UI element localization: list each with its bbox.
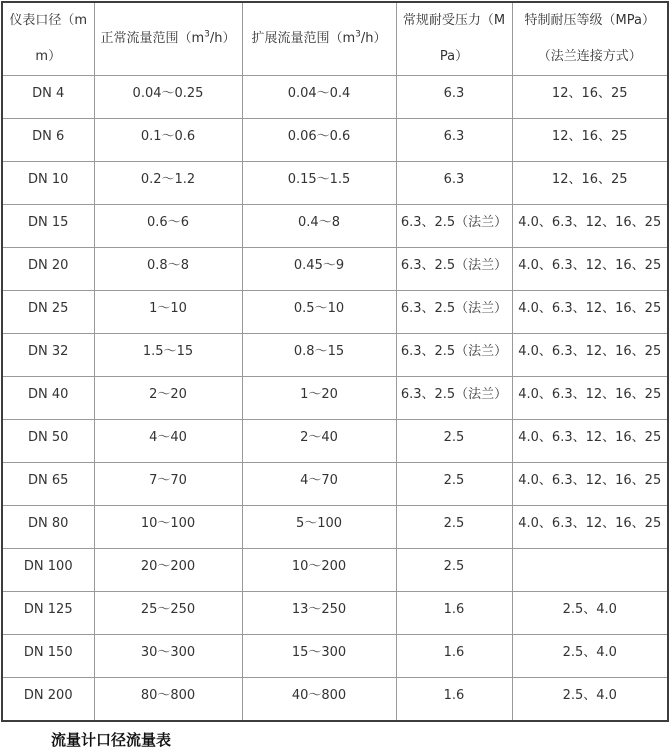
cell-standard-pressure: 2.5 <box>396 549 512 592</box>
cell-standard-pressure: 6.3、2.5（法兰） <box>396 291 512 334</box>
cell-extended-flow-range: 0.45～9 <box>242 248 396 291</box>
cell-diameter: DN 4 <box>2 76 94 119</box>
cell-diameter: DN 150 <box>2 635 94 678</box>
cell-extended-flow-range: 40～800 <box>242 678 396 722</box>
cell-standard-pressure: 6.3、2.5（法兰） <box>396 248 512 291</box>
cell-diameter: DN 125 <box>2 592 94 635</box>
cell-special-pressure: 4.0、6.3、12、16、25 <box>512 291 668 334</box>
cell-normal-flow-range: 1.5～15 <box>94 334 242 377</box>
table-row <box>2 291 668 334</box>
cell-diameter: DN 80 <box>2 506 94 549</box>
table-row <box>2 248 668 291</box>
cell-special-pressure: 4.0、6.3、12、16、25 <box>512 506 668 549</box>
cell-diameter: DN 100 <box>2 549 94 592</box>
cell-standard-pressure: 2.5 <box>396 420 512 463</box>
cell-diameter: DN 200 <box>2 678 94 722</box>
cell-special-pressure: 12、16、25 <box>512 162 668 205</box>
table-body <box>2 76 668 722</box>
cell-special-pressure: 2.5、4.0 <box>512 592 668 635</box>
cell-special-pressure: 4.0、6.3、12、16、25 <box>512 248 668 291</box>
cell-normal-flow-range: 10～100 <box>94 506 242 549</box>
cell-extended-flow-range: 13～250 <box>242 592 396 635</box>
cell-normal-flow-range: 0.2～1.2 <box>94 162 242 205</box>
cell-standard-pressure: 2.5 <box>396 463 512 506</box>
table-row <box>2 119 668 162</box>
cell-normal-flow-range: 7～70 <box>94 463 242 506</box>
table-row <box>2 76 668 119</box>
col-header-normal-flow-range <box>94 2 242 76</box>
cell-special-pressure: 12、16、25 <box>512 119 668 162</box>
cell-special-pressure <box>512 549 668 592</box>
col-header-extended-flow-label: 扩展流量范围（m <box>251 31 356 46</box>
cell-extended-flow-range: 0.15～1.5 <box>242 162 396 205</box>
cell-standard-pressure: 6.3、2.5（法兰） <box>396 334 512 377</box>
table-row <box>2 334 668 377</box>
table-row <box>2 635 668 678</box>
cell-special-pressure: 4.0、6.3、12、16、25 <box>512 205 668 248</box>
cell-standard-pressure: 6.3、2.5（法兰） <box>396 205 512 248</box>
cell-extended-flow-range: 15～300 <box>242 635 396 678</box>
col-header-extended-flow-label-suffix: /h） <box>360 31 387 46</box>
col-header-special-pressure-label: 特制耐压等级（MPa）（法兰连接方式） <box>524 13 655 64</box>
table-row <box>2 678 668 722</box>
cell-normal-flow-range: 4～40 <box>94 420 242 463</box>
cell-diameter: DN 10 <box>2 162 94 205</box>
cell-diameter: DN 32 <box>2 334 94 377</box>
cell-special-pressure: 4.0、6.3、12、16、25 <box>512 377 668 420</box>
cell-special-pressure: 4.0、6.3、12、16、25 <box>512 420 668 463</box>
cell-standard-pressure: 1.6 <box>396 678 512 722</box>
cell-special-pressure: 4.0、6.3、12、16、25 <box>512 334 668 377</box>
table-row <box>2 463 668 506</box>
cell-special-pressure: 2.5、4.0 <box>512 635 668 678</box>
clipped-caption-text: 流量计口径流量表 <box>51 731 172 749</box>
cell-diameter: DN 65 <box>2 463 94 506</box>
cell-extended-flow-range: 0.4～8 <box>242 205 396 248</box>
cell-normal-flow-range: 30～300 <box>94 635 242 678</box>
table-row <box>2 506 668 549</box>
cell-standard-pressure: 1.6 <box>396 592 512 635</box>
cell-extended-flow-range: 10～200 <box>242 549 396 592</box>
table-row <box>2 205 668 248</box>
table-row <box>2 549 668 592</box>
cell-normal-flow-range: 0.04～0.25 <box>94 76 242 119</box>
col-header-diameter <box>2 2 94 76</box>
table-row <box>2 162 668 205</box>
table-row <box>2 592 668 635</box>
cell-extended-flow-range: 0.8～15 <box>242 334 396 377</box>
cell-standard-pressure: 1.6 <box>396 635 512 678</box>
col-header-extended-flow-range <box>242 2 396 76</box>
cell-extended-flow-range: 5～100 <box>242 506 396 549</box>
cell-normal-flow-range: 2～20 <box>94 377 242 420</box>
cell-extended-flow-range: 0.5～10 <box>242 291 396 334</box>
cell-special-pressure: 12、16、25 <box>512 76 668 119</box>
col-header-normal-flow-label: 正常流量范围（m <box>100 31 205 46</box>
cell-standard-pressure: 2.5 <box>396 506 512 549</box>
cell-normal-flow-range: 80～800 <box>94 678 242 722</box>
superscript-3: 3 <box>204 29 210 40</box>
col-header-diameter-label: 仪表口径（mm） <box>9 13 88 64</box>
cell-standard-pressure: 6.3 <box>396 119 512 162</box>
cell-standard-pressure: 6.3 <box>396 162 512 205</box>
cell-diameter: DN 25 <box>2 291 94 334</box>
cell-diameter: DN 15 <box>2 205 94 248</box>
cell-special-pressure: 4.0、6.3、12、16、25 <box>512 463 668 506</box>
table-header <box>2 2 668 76</box>
cell-normal-flow-range: 20～200 <box>94 549 242 592</box>
col-header-normal-flow-label-suffix: /h） <box>209 31 236 46</box>
cell-standard-pressure: 6.3、2.5（法兰） <box>396 377 512 420</box>
col-header-special-pressure <box>512 2 668 76</box>
cell-extended-flow-range: 1～20 <box>242 377 396 420</box>
table-row <box>2 377 668 420</box>
cell-diameter: DN 50 <box>2 420 94 463</box>
cell-extended-flow-range: 2～40 <box>242 420 396 463</box>
col-header-standard-pressure-label: 常规耐受压力（MPa） <box>402 13 506 64</box>
cell-normal-flow-range: 0.6～6 <box>94 205 242 248</box>
cell-diameter: DN 6 <box>2 119 94 162</box>
col-header-standard-pressure <box>396 2 512 76</box>
cell-diameter: DN 20 <box>2 248 94 291</box>
cell-extended-flow-range: 0.06～0.6 <box>242 119 396 162</box>
cell-normal-flow-range: 25～250 <box>94 592 242 635</box>
superscript-3: 3 <box>355 29 361 40</box>
cell-special-pressure: 2.5、4.0 <box>512 678 668 722</box>
cell-standard-pressure: 6.3 <box>396 76 512 119</box>
cell-diameter: DN 40 <box>2 377 94 420</box>
cell-normal-flow-range: 1～10 <box>94 291 242 334</box>
cell-extended-flow-range: 0.04～0.4 <box>242 76 396 119</box>
cell-normal-flow-range: 0.8～8 <box>94 248 242 291</box>
cell-extended-flow-range: 4～70 <box>242 463 396 506</box>
cell-normal-flow-range: 0.1～0.6 <box>94 119 242 162</box>
flow-meter-spec-table <box>1 1 669 722</box>
table-row <box>2 420 668 463</box>
header-row <box>2 2 668 76</box>
